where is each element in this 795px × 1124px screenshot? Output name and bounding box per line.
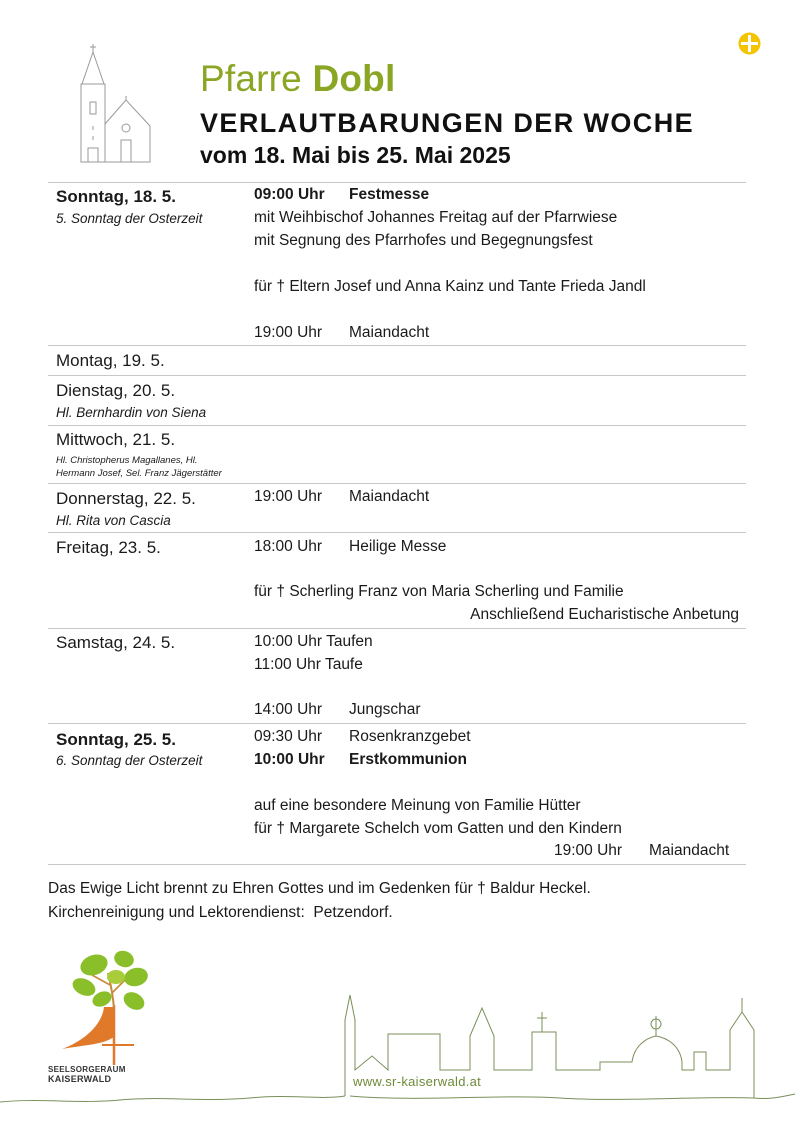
event-time: 09:00 Uhr <box>254 186 325 203</box>
event-title: Erstkommunion <box>349 751 467 768</box>
logo-text-line2: KAISERWALD <box>48 1074 112 1084</box>
cleaning-duty-note: Kirchenreinigung und Lektorendienst: Petzendorf. <box>48 904 393 921</box>
event-detail: mit Weihbischof Johannes Freitag auf der Pfarrwiese <box>254 209 618 226</box>
table-rule <box>48 864 746 865</box>
event-title: Festmesse <box>349 186 430 203</box>
event-title: Heilige Messe <box>349 538 447 555</box>
day-note: Hl. Rita von Cascia <box>56 513 171 528</box>
day-note: Hl. Christopherus Magallanes, Hl. <box>56 455 198 466</box>
day-label: Donnerstag, 22. 5. <box>56 489 196 508</box>
event-time: 19:00 Uhr <box>254 324 323 341</box>
table-rule <box>48 532 746 533</box>
event-title: Maiandacht <box>649 842 730 859</box>
day-label: Sonntag, 25. 5. <box>56 730 176 749</box>
table-rule <box>48 425 746 426</box>
mass-intention: auf eine besondere Meinung von Familie Hütter <box>254 797 581 814</box>
cross-badge-icon <box>738 32 761 55</box>
event-title: Maiandacht <box>349 324 430 341</box>
day-label: Dienstag, 20. 5. <box>56 381 176 400</box>
church-illustration <box>74 44 154 166</box>
event-detail: mit Segnung des Pfarrhofes und Begegnungsfest <box>254 232 593 249</box>
event-time: 09:30 Uhr <box>254 728 323 745</box>
logo-text-line1: SEELSORGERAUM <box>48 1065 126 1074</box>
town-skyline-illustration <box>0 990 795 1124</box>
day-note: Hl. Bernhardin von Siena <box>56 405 207 420</box>
day-note: 5. Sonntag der Osterzeit <box>56 211 203 226</box>
day-note: Hermann Josef, Sel. Franz Jägerstätter <box>56 468 222 479</box>
event-time: 14:00 Uhr <box>254 701 323 718</box>
event-detail: 10:00 Uhr Taufen <box>254 633 373 650</box>
mass-intention: für † Scherling Franz von Maria Scherling und Familie <box>254 583 624 600</box>
day-label: Freitag, 23. 5. <box>56 538 161 557</box>
table-rule <box>48 375 746 376</box>
event-time: 10:00 Uhr <box>254 751 325 768</box>
day-label: Sonntag, 18. 5. <box>56 187 176 206</box>
day-label: Montag, 19. 5. <box>56 351 165 370</box>
table-rule <box>48 628 746 629</box>
page-title: VERLAUTBARUNGEN DER WOCHE <box>200 108 694 138</box>
day-note: 6. Sonntag der Osterzeit <box>56 753 203 768</box>
date-range: vom 18. Mai bis 25. Mai 2025 <box>200 142 511 168</box>
website-url[interactable]: www.sr-kaiserwald.at <box>353 1074 482 1089</box>
event-title: Maiandacht <box>349 488 430 505</box>
event-time: 19:00 Uhr <box>254 488 323 505</box>
event-title: Rosenkranzgebet <box>349 728 471 745</box>
table-rule <box>48 345 746 346</box>
mass-intention: für † Eltern Josef und Anna Kainz und Tante Frieda Jandl <box>254 278 646 295</box>
event-time: 18:00 Uhr <box>254 538 323 555</box>
parish-name: Pfarre Dobl <box>200 58 396 99</box>
table-rule <box>48 182 746 183</box>
event-time: 19:00 Uhr <box>554 842 623 859</box>
event-detail: Anschließend Eucharistische Anbetung <box>470 606 739 623</box>
day-label: Mittwoch, 21. 5. <box>56 430 176 449</box>
event-title: Jungschar <box>349 701 421 718</box>
mass-intention: für † Margarete Schelch vom Gatten und den Kindern <box>254 820 622 837</box>
eternal-light-note: Das Ewige Licht brennt zu Ehren Gottes und im Gedenken für † Baldur Heckel. <box>48 880 591 897</box>
event-detail: 11:00 Uhr Taufe <box>254 656 363 673</box>
day-label: Samstag, 24. 5. <box>56 633 176 652</box>
table-rule <box>48 723 746 724</box>
table-rule <box>48 483 746 484</box>
